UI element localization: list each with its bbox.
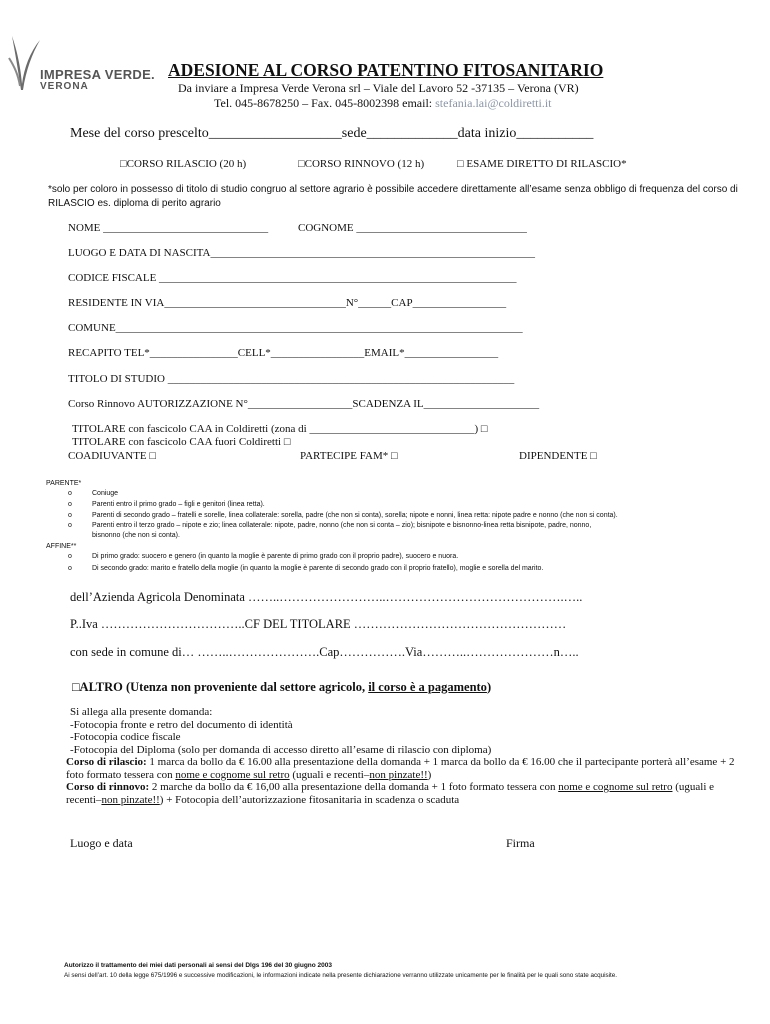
rilascio-mid: (uguali e recenti– <box>289 768 370 781</box>
affine-label: AFFINE** <box>46 543 77 550</box>
piva-cf-field[interactable]: P..Iva ……………………………..CF DEL TITOLARE …………………………………………… <box>70 617 567 631</box>
altro-suffix: ) <box>486 680 492 694</box>
altro-payment-note: il corso è a pagamento <box>368 680 487 694</box>
comune-field[interactable]: COMUNE__________________________________________________________________________ <box>68 322 523 334</box>
contacts-line <box>214 96 551 111</box>
affine-item: Di secondo grado: marito e fratello della moglie (in quanto la moglie è parente di secondo grado con il proprio fratello), moglie e sorella del marito. <box>92 565 544 572</box>
rinnovo-underline-1: nome e cognome sul retro <box>558 781 673 793</box>
company-logo <box>6 28 166 98</box>
firma-label[interactable]: Firma <box>506 836 535 850</box>
option-corso-rinnovo[interactable]: □CORSO RINNOVO (12 h) <box>298 158 425 170</box>
rinnovo-underline-2: non pinzate!! <box>101 793 160 806</box>
logo-name-line2: VERONA <box>40 81 89 92</box>
privacy-note: Ai sensi dell’art. 10 della legge 675/1996 e successive modificazioni, le informazioni indicate nella presente dichiarazione verranno utilizzate unicamente per le finalità per le quali sono state acquisite. <box>64 972 618 979</box>
option-dipendente[interactable]: DIPENDENTE □ <box>519 450 597 462</box>
rinnovo-text: 2 marche da bollo da € 16,00 alla presentazione della domanda + 1 foto formato tessera con <box>149 781 559 793</box>
rilascio-underline-2: non pinzate!! <box>369 768 428 781</box>
parente-item: Parenti entro il primo grado – figli e genitori (linea retta). <box>92 501 265 508</box>
corso-rilascio-requirements <box>66 756 750 781</box>
option-coadiuvante[interactable]: COADIUVANTE □ <box>68 450 157 462</box>
affine-item: Di primo grado: suocero e genero (in quanto la moglie è parente di primo grado con il proprio padre), suocero e nuora. <box>92 553 459 560</box>
logo-name-line1: IMPRESA VERDE. <box>40 67 155 82</box>
nome-field[interactable]: NOME ______________________________ <box>68 222 269 234</box>
form-title: ADESIONE AL CORSO PATENTINO FITOSANITARIO <box>168 60 604 80</box>
bullet-icon: o <box>68 512 72 519</box>
parente-item: Parenti entro il terzo grado – nipote e zio; linea collaterale: nipote, padre, nonno (che non si conta – zio); bisnipote e bisnonno-linea retta bisnipote, padre, nonno, <box>92 522 592 529</box>
bullet-icon: o <box>68 522 72 529</box>
eligibility-note: *solo per coloro in possesso di titolo di studio congruo al settore agrario è possibile accedere direttamente all’esame senza obbligo di frequenza del corso di RILASCIO es. diploma di perito agrario <box>48 184 738 209</box>
codice-fiscale-field[interactable]: CODICE FISCALE _________________________________________________________________ <box>68 272 517 284</box>
option-esame-diretto[interactable]: □ ESAME DIRETTO DI RILASCIO* <box>457 158 627 170</box>
option-altro[interactable] <box>72 680 491 695</box>
recapito-field[interactable]: RECAPITO TEL*________________CELL*_________________EMAIL*_________________ <box>68 347 499 359</box>
option-partecipe-fam[interactable]: PARTECIPE FAM* □ <box>300 450 398 462</box>
rilascio-text: 1 marca da bollo da € 16.00 alla presentazione della domanda + 1 marca da bollo da € 16.00 che il partecipante porterà all’esame + 2 foto formato tessera con <box>66 756 735 781</box>
attachment-item: -Fotocopia fronte e retro del documento di identità <box>70 718 293 731</box>
rinnovo-label: Corso di rinnovo: <box>66 781 150 793</box>
bullet-icon: o <box>68 553 72 560</box>
cognome-field[interactable]: COGNOME _______________________________ <box>298 222 527 234</box>
rilascio-label: Corso di rilascio: <box>66 756 147 768</box>
bullet-icon: o <box>68 490 72 497</box>
attachment-item: -Fotocopia codice fiscale <box>70 731 181 743</box>
azienda-denominata-field[interactable]: dell’Azienda Agricola Denominata ……..……………………..…………………………………….….. <box>70 590 583 604</box>
titolare-caa-coldiretti[interactable]: TITOLARE con fascicolo CAA in Coldiretti (zona di ______________________________) □ <box>72 423 488 435</box>
luogo-data-label[interactable]: Luogo e data <box>70 836 133 850</box>
rinnovo-end: ) + Fotocopia dell’autorizzazione fitosanitaria in scadenza o scaduta <box>159 793 460 806</box>
sede-comune-field[interactable]: con sede in comune di… ……..………………….Cap…………….Via………..…………………n….. <box>70 645 579 659</box>
parente-item-continued: bisnonno (che non si conta). <box>92 532 180 539</box>
parente-item: Coniuge <box>92 490 119 497</box>
titolare-caa-fuori[interactable]: TITOLARE con fascicolo CAA fuori Coldiretti □ <box>72 436 291 448</box>
privacy-consent: Autorizzo il trattamento dei miei dati personali ai sensi del Dlgs 196 del 30 giugno 2003 <box>64 962 333 969</box>
altro-prefix: □ALTRO (Utenza non proveniente dal settore agricolo, <box>72 680 369 694</box>
corso-rinnovo-requirements <box>66 781 750 806</box>
email-link[interactable]: stefania.lai@coldiretti.it <box>435 96 552 110</box>
rinnovo-autorizzazione-field[interactable]: Corso Rinnovo AUTORIZZAZIONE N°___________________SCADENZA IL_____________________ <box>68 398 540 410</box>
residente-field[interactable]: RESIDENTE IN VIA_________________________________N°______CAP_________________ <box>68 297 507 309</box>
rilascio-end: ) <box>427 768 432 781</box>
attachment-item: -Fotocopia del Diploma (solo per domanda di accesso diretto all’esame di rilascio con diploma) <box>70 743 492 756</box>
phone-fax: Tel. 045-8678250 – Fax. 045-8002398 email: <box>214 96 436 110</box>
rinnovo-mid: (uguali e recenti– <box>66 781 715 806</box>
option-corso-rilascio[interactable]: □CORSO RILASCIO (20 h) <box>120 158 247 170</box>
course-selection-line[interactable]: Mese del corso prescelto___________________sede_____________data inizio___________ <box>70 126 594 141</box>
bullet-icon: o <box>68 565 72 572</box>
parente-label: PARENTE* <box>46 480 82 487</box>
parente-item: Parenti di secondo grado – fratelli e sorelle, linea collaterale: sorella, padre (che non si conta), sorella; nipote e nonni, linea retta: nipote padre e nonno (che non si conta). <box>92 512 618 519</box>
attachments-section <box>66 706 750 806</box>
address-line: Da inviare a Impresa Verde Verona srl – Viale del Lavoro 52 -37135 – Verona (VR) <box>178 81 579 95</box>
attachments-intro: Si allega alla presente domanda: <box>70 706 213 718</box>
rilascio-underline-1: nome e cognome sul retro <box>175 768 290 781</box>
titolo-studio-field[interactable]: TITOLO DI STUDIO _______________________________________________________________ <box>68 373 515 385</box>
bullet-icon: o <box>68 501 72 508</box>
luogo-data-nascita-field[interactable]: LUOGO E DATA DI NASCITA___________________________________________________________ <box>68 247 535 259</box>
